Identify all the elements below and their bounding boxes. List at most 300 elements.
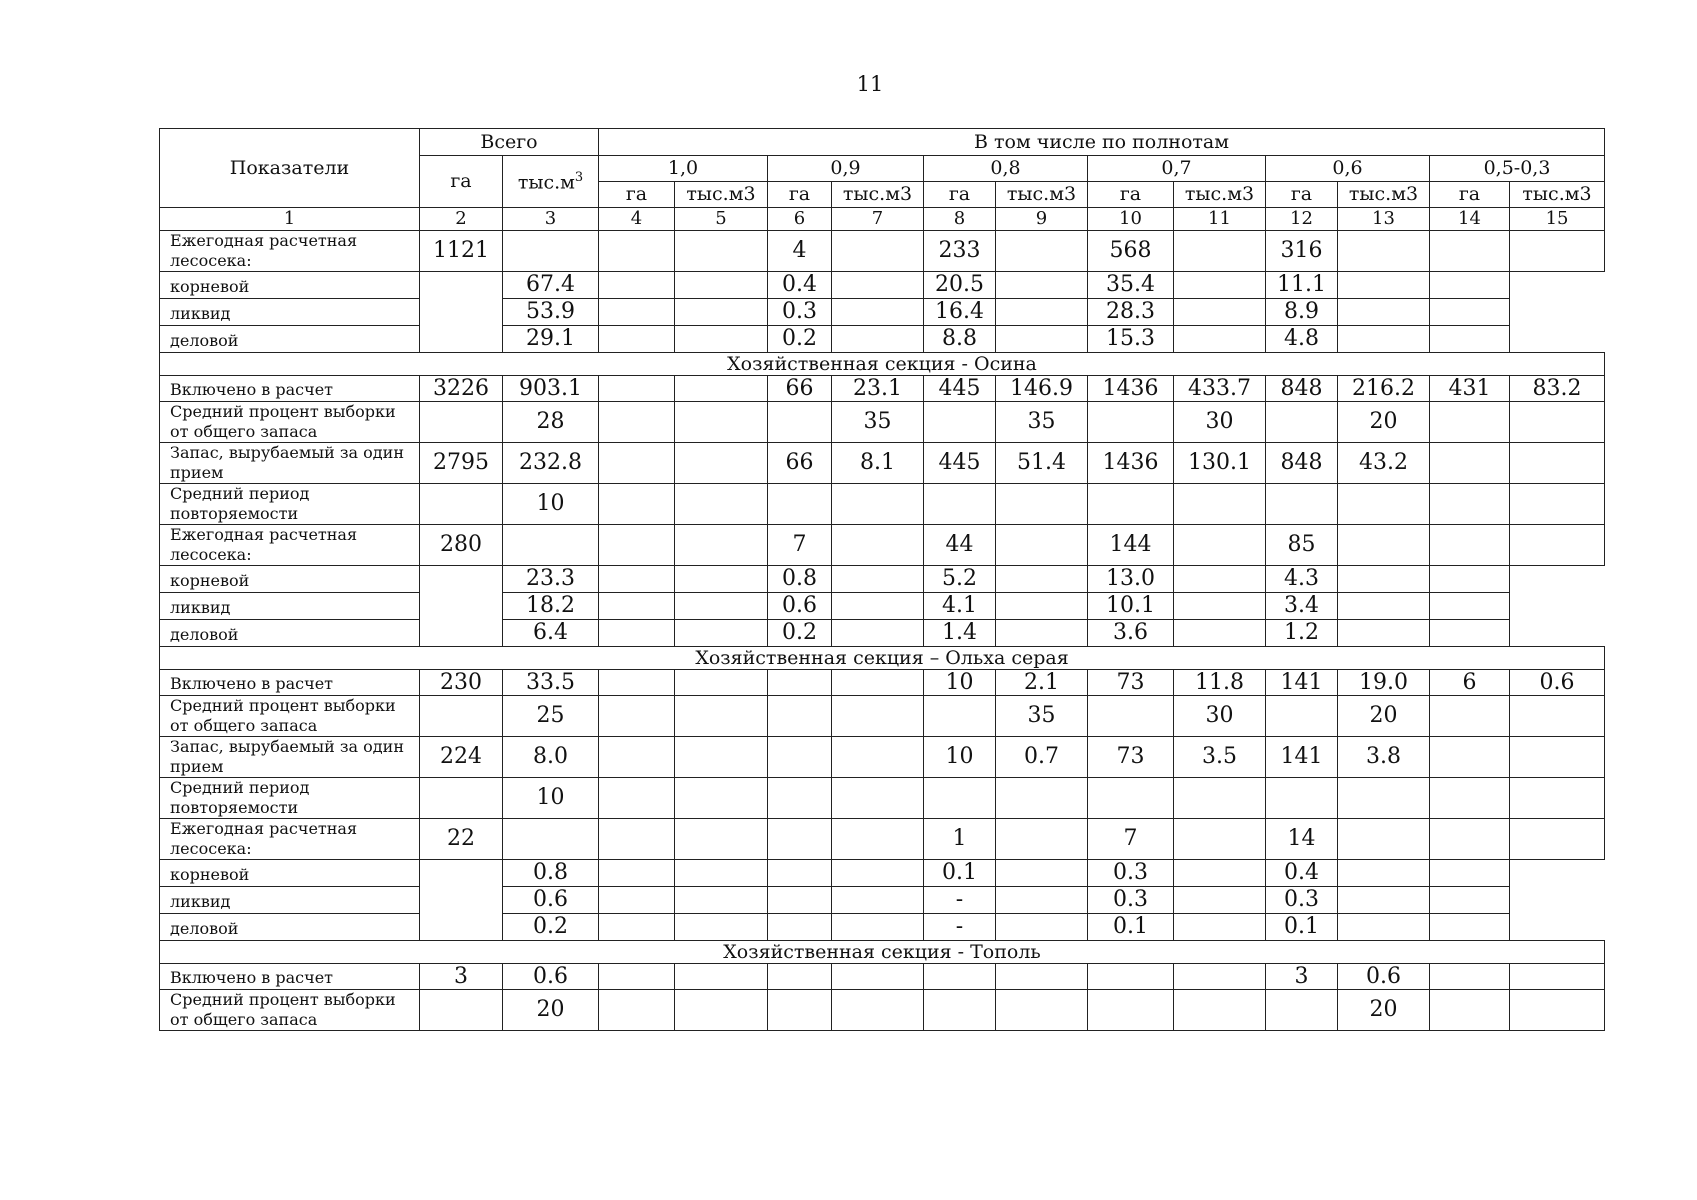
row-label: ликвид: [160, 299, 420, 326]
table-cell: [1510, 443, 1605, 484]
section-title: Хозяйственная секция – Ольха серая: [160, 647, 1605, 670]
table-cell: [996, 484, 1088, 525]
table-cell: 33.5: [503, 670, 599, 696]
table-cell: 0.1: [924, 860, 996, 887]
table-cell: 0.1: [1088, 914, 1174, 941]
table-cell: [1430, 231, 1510, 272]
table-cell: 144: [1088, 525, 1174, 566]
column-number: 12: [1266, 208, 1338, 231]
table-cell: [1430, 402, 1510, 443]
table-cell: [1266, 696, 1338, 737]
table-cell: 44: [924, 525, 996, 566]
column-number: 11: [1174, 208, 1266, 231]
header-total-thous-m3-text: тыс.м: [517, 171, 575, 194]
header-total-thous-m3-sup: 3: [574, 169, 584, 185]
header-total-ha: га: [420, 156, 503, 208]
table-cell: 1: [924, 819, 996, 860]
table-cell: 8.8: [924, 326, 996, 353]
table-cell: [832, 326, 924, 353]
header-density: 0,8: [924, 156, 1088, 182]
table-cell: [599, 566, 675, 593]
table-cell: [599, 964, 675, 990]
table-cell: [675, 819, 768, 860]
table-cell: [768, 964, 832, 990]
table-cell: 5.2: [924, 566, 996, 593]
header-unit-ha: га: [599, 182, 675, 208]
table-cell: [420, 778, 503, 819]
table-cell: -: [924, 887, 996, 914]
row-label: Включено в расчет: [160, 670, 420, 696]
table-cell: [675, 484, 768, 525]
table-cell: [832, 566, 924, 593]
table-cell: 0.8: [768, 566, 832, 593]
table-cell: 141: [1266, 737, 1338, 778]
column-number: 14: [1430, 208, 1510, 231]
table-cell: 85: [1266, 525, 1338, 566]
table-cell: [420, 990, 503, 1031]
table-cell: [1510, 525, 1605, 566]
column-number: 3: [503, 208, 599, 231]
table-cell: 848: [1266, 443, 1338, 484]
table-cell: [996, 525, 1088, 566]
table-cell: [996, 593, 1088, 620]
table-row: [160, 778, 1605, 819]
table-cell: [924, 990, 996, 1031]
forest-cut-table: [159, 128, 1605, 1031]
table-cell: [675, 231, 768, 272]
table-row: [160, 620, 1605, 647]
table-cell: 18.2: [503, 593, 599, 620]
table-cell: [924, 778, 996, 819]
row-label: Включено в расчет: [160, 376, 420, 402]
table-cell: [599, 620, 675, 647]
table-cell: 11.1: [1266, 272, 1338, 299]
table-cell: 445: [924, 376, 996, 402]
table-cell: [1430, 964, 1510, 990]
table-cell: 0.3: [1266, 887, 1338, 914]
table-cell: [1510, 696, 1605, 737]
row-label: Ежегодная расчетная лесосека:: [160, 231, 420, 272]
table-cell: [1510, 231, 1605, 272]
table-cell: [768, 914, 832, 941]
table-cell: [996, 860, 1088, 887]
table-cell: [832, 914, 924, 941]
table-cell: 431: [1430, 376, 1510, 402]
table-cell: 1436: [1088, 376, 1174, 402]
table-cell: [420, 484, 503, 525]
table-cell: [1510, 964, 1605, 990]
table-cell: 43.2: [1338, 443, 1430, 484]
table-cell: 0.1: [1266, 914, 1338, 941]
table-cell: [996, 299, 1088, 326]
table-cell: 7: [1088, 819, 1174, 860]
table-cell: [1174, 525, 1266, 566]
table-cell: 4.3: [1266, 566, 1338, 593]
table-cell: [996, 231, 1088, 272]
table-cell: 1436: [1088, 443, 1174, 484]
table-cell: [1338, 326, 1430, 353]
table-cell: [675, 402, 768, 443]
table-cell: [832, 670, 924, 696]
table-cell: [996, 566, 1088, 593]
table-cell: [1510, 402, 1605, 443]
table-cell: 23.3: [503, 566, 599, 593]
table-cell: [832, 620, 924, 647]
merged-empty-cell: [420, 860, 503, 941]
table-cell: [1174, 887, 1266, 914]
table-cell: [599, 525, 675, 566]
table-cell: 4.1: [924, 593, 996, 620]
table-cell: [599, 778, 675, 819]
table-cell: [996, 326, 1088, 353]
table-cell: [1430, 299, 1510, 326]
table-cell: [1174, 593, 1266, 620]
table-cell: [768, 696, 832, 737]
table-cell: [675, 443, 768, 484]
page-number: 11: [856, 72, 884, 96]
table-cell: [1266, 402, 1338, 443]
table-cell: [599, 860, 675, 887]
table-cell: [1510, 819, 1605, 860]
table-row: [160, 326, 1605, 353]
table-cell: 0.3: [1088, 860, 1174, 887]
table-cell: [996, 272, 1088, 299]
table-cell: [1510, 737, 1605, 778]
row-label: деловой: [160, 326, 420, 353]
table-cell: [1088, 484, 1174, 525]
table-cell: [675, 593, 768, 620]
table-cell: 10.1: [1088, 593, 1174, 620]
table-cell: 73: [1088, 670, 1174, 696]
table-cell: 280: [420, 525, 503, 566]
table-cell: [675, 566, 768, 593]
table-cell: 216.2: [1338, 376, 1430, 402]
table-cell: [599, 231, 675, 272]
table-row: [160, 887, 1605, 914]
table-cell: 1.4: [924, 620, 996, 647]
table-cell: 1121: [420, 231, 503, 272]
header-unit-ha: га: [768, 182, 832, 208]
table-cell: 0.6: [768, 593, 832, 620]
table-cell: [1266, 990, 1338, 1031]
table-cell: [832, 737, 924, 778]
table-cell: [1338, 914, 1430, 941]
table-cell: 28.3: [1088, 299, 1174, 326]
table-cell: [768, 670, 832, 696]
table-row: [160, 914, 1605, 941]
row-label: Запас, вырубаемый за один прием: [160, 443, 420, 484]
table-cell: [1430, 696, 1510, 737]
table-row: [160, 376, 1605, 402]
table-cell: [599, 887, 675, 914]
column-number: 6: [768, 208, 832, 231]
table-cell: [1430, 819, 1510, 860]
header-unit-thous-m3: тыс.м3: [1338, 182, 1430, 208]
table-cell: [832, 231, 924, 272]
table-cell: 3.5: [1174, 737, 1266, 778]
table-cell: 2.1: [996, 670, 1088, 696]
table-cell: [675, 990, 768, 1031]
table-cell: [1510, 484, 1605, 525]
table-cell: [599, 272, 675, 299]
header-unit-thous-m3: тыс.м3: [675, 182, 768, 208]
table-cell: [675, 914, 768, 941]
header-unit-ha: га: [1430, 182, 1510, 208]
table-cell: [996, 620, 1088, 647]
row-label: деловой: [160, 620, 420, 647]
table-cell: 23.1: [832, 376, 924, 402]
header-indicators: Показатели: [160, 129, 420, 208]
table-cell: 35.4: [1088, 272, 1174, 299]
table-row: [160, 819, 1605, 860]
row-label: Средний период повторяемости: [160, 484, 420, 525]
column-number: 2: [420, 208, 503, 231]
table-row: [160, 737, 1605, 778]
table-cell: 230: [420, 670, 503, 696]
row-label: Ежегодная расчетная лесосека:: [160, 525, 420, 566]
table-cell: [1174, 620, 1266, 647]
row-label: корневой: [160, 860, 420, 887]
table-cell: 3226: [420, 376, 503, 402]
table-cell: [768, 819, 832, 860]
row-label: Средний процент выборки от общего запаса: [160, 696, 420, 737]
header-unit-thous-m3: тыс.м3: [1510, 182, 1605, 208]
table-cell: [1338, 860, 1430, 887]
table-cell: 0.6: [1338, 964, 1430, 990]
table-cell: [996, 964, 1088, 990]
table-cell: [996, 778, 1088, 819]
table-cell: [1338, 778, 1430, 819]
table-cell: 22: [420, 819, 503, 860]
table-cell: 233: [924, 231, 996, 272]
table-cell: 3.8: [1338, 737, 1430, 778]
table-cell: [599, 990, 675, 1031]
row-label: Средний процент выборки от общего запаса: [160, 402, 420, 443]
table-cell: [1174, 778, 1266, 819]
header-density: 0,6: [1266, 156, 1430, 182]
header-unit-thous-m3: тыс.м3: [1174, 182, 1266, 208]
table-cell: 8.0: [503, 737, 599, 778]
table-cell: [599, 326, 675, 353]
table-cell: 10: [503, 778, 599, 819]
table-cell: [924, 402, 996, 443]
table-cell: 19.0: [1338, 670, 1430, 696]
table-cell: 16.4: [924, 299, 996, 326]
table-cell: [675, 272, 768, 299]
table-cell: [1430, 484, 1510, 525]
table-cell: [1338, 272, 1430, 299]
section-title-row: [160, 941, 1605, 964]
table-row: [160, 299, 1605, 326]
table-cell: [832, 484, 924, 525]
table-cell: [768, 737, 832, 778]
table-cell: [832, 887, 924, 914]
header-unit-thous-m3: тыс.м3: [996, 182, 1088, 208]
table-cell: [420, 402, 503, 443]
table-cell: 28: [503, 402, 599, 443]
table-cell: [599, 670, 675, 696]
table-cell: [1266, 778, 1338, 819]
table-cell: 20.5: [924, 272, 996, 299]
header-density: 0,5-0,3: [1430, 156, 1605, 182]
table-cell: [1338, 887, 1430, 914]
table-cell: [1430, 887, 1510, 914]
table-cell: [675, 376, 768, 402]
row-label: Включено в расчет: [160, 964, 420, 990]
table-cell: [1430, 914, 1510, 941]
table-cell: [832, 860, 924, 887]
table-cell: 0.2: [503, 914, 599, 941]
table-cell: [832, 964, 924, 990]
table-cell: [1430, 272, 1510, 299]
table-cell: [503, 525, 599, 566]
table-cell: 232.8: [503, 443, 599, 484]
table-cell: 0.4: [768, 272, 832, 299]
table-row: [160, 990, 1605, 1031]
table-cell: [1430, 443, 1510, 484]
header-unit-ha: га: [1088, 182, 1174, 208]
table-cell: 146.9: [996, 376, 1088, 402]
table-cell: [924, 696, 996, 737]
table-cell: [675, 887, 768, 914]
table-cell: 20: [503, 990, 599, 1031]
table-cell: [599, 593, 675, 620]
table-cell: 0.6: [503, 887, 599, 914]
table-cell: 66: [768, 443, 832, 484]
table-cell: [503, 819, 599, 860]
section-title-row: [160, 353, 1605, 376]
table-cell: [768, 402, 832, 443]
header-density: 0,7: [1088, 156, 1266, 182]
column-number: 9: [996, 208, 1088, 231]
table-cell: [1174, 566, 1266, 593]
table-cell: [832, 593, 924, 620]
table-cell: [1174, 299, 1266, 326]
table-row: [160, 670, 1605, 696]
table-cell: [1174, 231, 1266, 272]
row-label: корневой: [160, 566, 420, 593]
table-cell: [1174, 326, 1266, 353]
table-cell: [599, 696, 675, 737]
table-cell: [503, 231, 599, 272]
table-cell: 10: [924, 670, 996, 696]
merged-empty-cell: [420, 566, 503, 647]
table-cell: 35: [996, 696, 1088, 737]
header-unit-ha: га: [924, 182, 996, 208]
header-unit-ha: га: [1266, 182, 1338, 208]
table-cell: [1338, 620, 1430, 647]
table-row: [160, 272, 1605, 299]
table-cell: -: [924, 914, 996, 941]
row-label: корневой: [160, 272, 420, 299]
table-cell: 10: [924, 737, 996, 778]
table-cell: [1338, 593, 1430, 620]
table-cell: [675, 525, 768, 566]
table-cell: 316: [1266, 231, 1338, 272]
header-density: 0,9: [768, 156, 924, 182]
table-cell: [1430, 566, 1510, 593]
table-cell: [1338, 525, 1430, 566]
table-cell: 20: [1338, 696, 1430, 737]
table-row: [160, 525, 1605, 566]
table-cell: 53.9: [503, 299, 599, 326]
table-cell: [599, 737, 675, 778]
header-unit-thous-m3: тыс.м3: [832, 182, 924, 208]
table-cell: [675, 620, 768, 647]
table-cell: [768, 860, 832, 887]
table-cell: [599, 914, 675, 941]
table-cell: 3: [420, 964, 503, 990]
table-row: [160, 231, 1605, 272]
table-cell: [599, 299, 675, 326]
table-cell: 568: [1088, 231, 1174, 272]
table-cell: [832, 778, 924, 819]
table-cell: [1430, 620, 1510, 647]
row-label: деловой: [160, 914, 420, 941]
section-title-row: [160, 647, 1605, 670]
column-number: 1: [160, 208, 420, 231]
table-row: [160, 593, 1605, 620]
table-cell: 15.3: [1088, 326, 1174, 353]
section-title: Хозяйственная секция - Тополь: [160, 941, 1605, 964]
table-row: [160, 860, 1605, 887]
table-cell: [768, 778, 832, 819]
table-cell: 3.6: [1088, 620, 1174, 647]
table-cell: [420, 696, 503, 737]
table-cell: 0.3: [768, 299, 832, 326]
table-cell: [924, 484, 996, 525]
table-cell: [1174, 860, 1266, 887]
table-cell: [996, 990, 1088, 1031]
table-cell: [1174, 484, 1266, 525]
table-cell: 3.4: [1266, 593, 1338, 620]
table-cell: [768, 484, 832, 525]
header-density: 1,0: [599, 156, 768, 182]
table-cell: 0.3: [1088, 887, 1174, 914]
table-cell: [1266, 484, 1338, 525]
table-cell: [1174, 819, 1266, 860]
table-cell: 20: [1338, 990, 1430, 1031]
table-cell: 51.4: [996, 443, 1088, 484]
table-cell: [832, 696, 924, 737]
table-cell: 14: [1266, 819, 1338, 860]
table-cell: [1430, 326, 1510, 353]
table-cell: [832, 299, 924, 326]
table-row: [160, 964, 1605, 990]
table-cell: 903.1: [503, 376, 599, 402]
table-cell: [1088, 964, 1174, 990]
table-cell: 1.2: [1266, 620, 1338, 647]
table-cell: 8.1: [832, 443, 924, 484]
table-row: [160, 402, 1605, 443]
table-cell: 6: [1430, 670, 1510, 696]
table-cell: 433.7: [1174, 376, 1266, 402]
table-cell: [996, 914, 1088, 941]
table-cell: 130.1: [1174, 443, 1266, 484]
table-cell: 0.2: [768, 326, 832, 353]
table-cell: [1430, 525, 1510, 566]
table-row: [160, 443, 1605, 484]
table-cell: 35: [832, 402, 924, 443]
table-cell: 83.2: [1510, 376, 1605, 402]
table-cell: 0.4: [1266, 860, 1338, 887]
table-cell: 66: [768, 376, 832, 402]
table-cell: [1174, 272, 1266, 299]
table-cell: [1430, 860, 1510, 887]
column-number: 8: [924, 208, 996, 231]
table-cell: [1088, 402, 1174, 443]
table-cell: [675, 778, 768, 819]
